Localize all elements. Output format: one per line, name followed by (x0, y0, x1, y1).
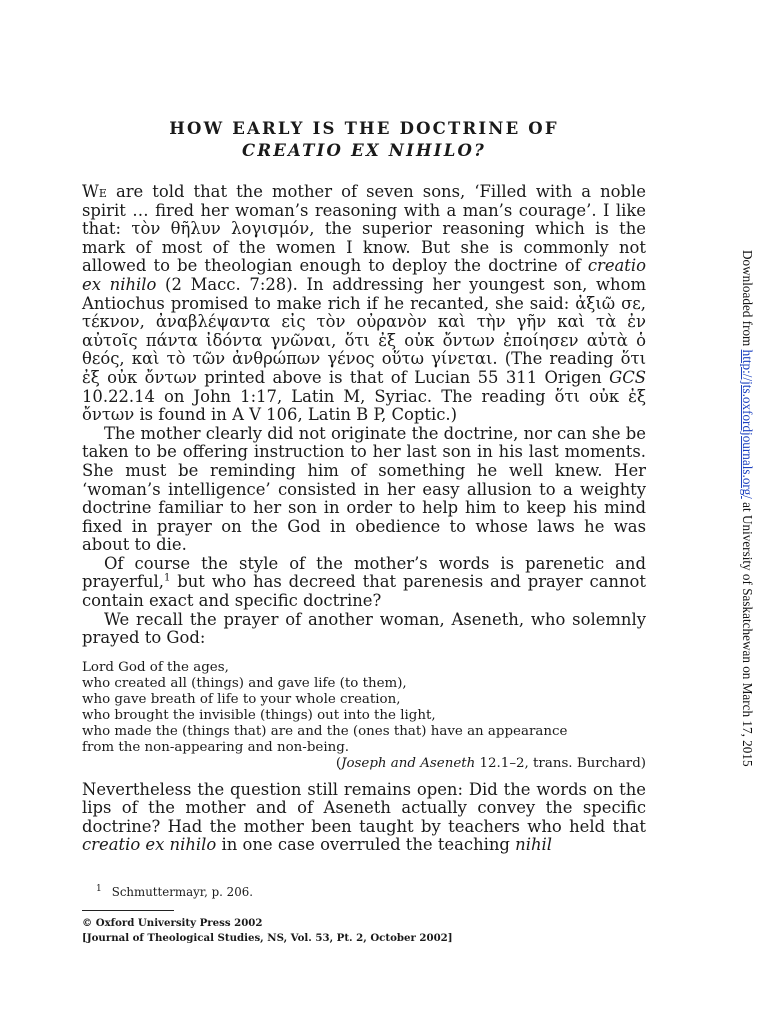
paragraph-1 (82, 183, 646, 425)
drop-cap: We (82, 182, 107, 201)
text-run: , the superior reasoning which is the mark of most of the women I know. But she is commonly not allowed to be theologian enough to deploy the doctrine of (82, 219, 647, 276)
quote-citation (82, 756, 646, 772)
imprint-rule (82, 910, 174, 911)
text-run: ( (335, 756, 342, 772)
article-title (82, 118, 646, 162)
italic-term: creatio ex nihilo (82, 835, 217, 855)
watermark-text: Downloaded from (740, 250, 755, 350)
footnote (96, 885, 253, 899)
paragraph-5 (82, 781, 646, 855)
quote-line: Lord God of the ages, (82, 659, 229, 675)
quote-line: from the non-appearing and non-being. (82, 740, 350, 756)
greek-text: τὸν θῆλυν λογισμόν (131, 219, 310, 239)
italic-term: GCS (609, 367, 646, 387)
text-run: is found in A V 106, Latin B P, Coptic.) (134, 405, 458, 425)
text-run: in one case overruled the teaching (216, 835, 516, 855)
text-run: 12.1–2, trans. Burchard) (475, 756, 646, 772)
footnote-number: 1 (96, 884, 102, 895)
copyright-line: © Oxford University Press 2002 (82, 917, 263, 929)
block-quote (82, 660, 646, 773)
italic-term: nihil (515, 835, 552, 855)
greek-text: ὅτι οὐκ ἐξ ὄντων (82, 386, 646, 425)
journal-citation: [Journal of Theological Studies, NS, Vol. 53, Pt. 2, October 2002] (82, 932, 453, 944)
paragraph-2: The mother clearly did not originate the doctrine, nor can she be taken to be offering instruction to her last son in his last moments. She must be reminding him of something he well knew. Her ‘woman’s intelligence’ consisted in her easy allusion to a weighty doctrine familiar to her son in order to help him to keep his mind fixed in prayer on the God in obedience to whose laws he was about to die. (82, 423, 646, 555)
title-line-1: HOW EARLY IS THE DOCTRINE OF (169, 119, 559, 138)
paragraph-3 (82, 555, 646, 611)
quote-line: who gave breath of life to your whole creation, (82, 692, 401, 708)
greek-quotation: ἀξιῶ σε, τέκνον, ἀναβλέψαντα εἰς τὸν οὐρανὸν καὶ τὴν γῆν καὶ τὰ ἐν αὐτοῖς πάντα ἰδόντα γνῶναι, ὅτι ἐξ οὐκ ὄντων ἐποίησεν αὐτὰ ὁ θεός, καὶ τὸ τῶν ἀνθρώπων γένος οὕτω γίνεται (82, 293, 646, 369)
text-run: are told that the mother of seven sons, ‘Filled with a noble spirit … fired her woman’s reasoning with a man’s courage’. I like that: (82, 182, 646, 239)
paragraph-4: We recall the prayer of another woman, Aseneth, who solemnly prayed to God: (82, 609, 646, 648)
journal-link[interactable]: http://jts.oxfordjournals.org/ (740, 349, 755, 499)
citation-title: Joseph and Aseneth (341, 756, 476, 772)
footnote-ref[interactable]: 1 (163, 573, 171, 584)
text-run: Of course the style of the mother’s words is parenetic and prayerful, (82, 553, 646, 592)
article (82, 118, 646, 855)
watermark-text: at University of Saskatchewan on March 17, 2015 (740, 498, 755, 767)
text-run: . (The reading (492, 349, 621, 369)
title-line-2: CREATIO EX NIHILO? (242, 141, 486, 160)
download-watermark (735, 250, 755, 770)
greek-text: ὅτι ἐξ οὐκ ὄντων (82, 349, 647, 387)
text-run: but who has decreed that parenesis and prayer cannot contain exact and specific doctrine? (82, 572, 646, 611)
text-run: printed above is that of Lucian 55 311 Origen (196, 367, 610, 387)
quote-line: who brought the invisible (things) out into the light, (82, 708, 436, 724)
text-run: Nevertheless the question still remains open: Did the words on the lips of the mother and of Aseneth actually convey the specific doctrine? Had the mother been taught by teachers who held that (82, 779, 646, 836)
quote-line: who made the (things that) are and the (ones that) have an appearance (82, 724, 568, 740)
text-run: 10.22.14 on John 1:17, Latin M, Syriac. The reading (82, 386, 555, 406)
footnote-text: Schmuttermayr, p. 206. (111, 885, 253, 899)
article-body (82, 183, 646, 855)
text-run: (2 Macc. 7:28). In addressing her youngest son, whom Antiochus promised to make rich if he recanted, she said: (82, 274, 646, 313)
quote-line: who created all (things) and gave life (to them), (82, 675, 407, 691)
imprint (82, 916, 453, 946)
italic-term: creatio ex nihilo (82, 256, 646, 294)
